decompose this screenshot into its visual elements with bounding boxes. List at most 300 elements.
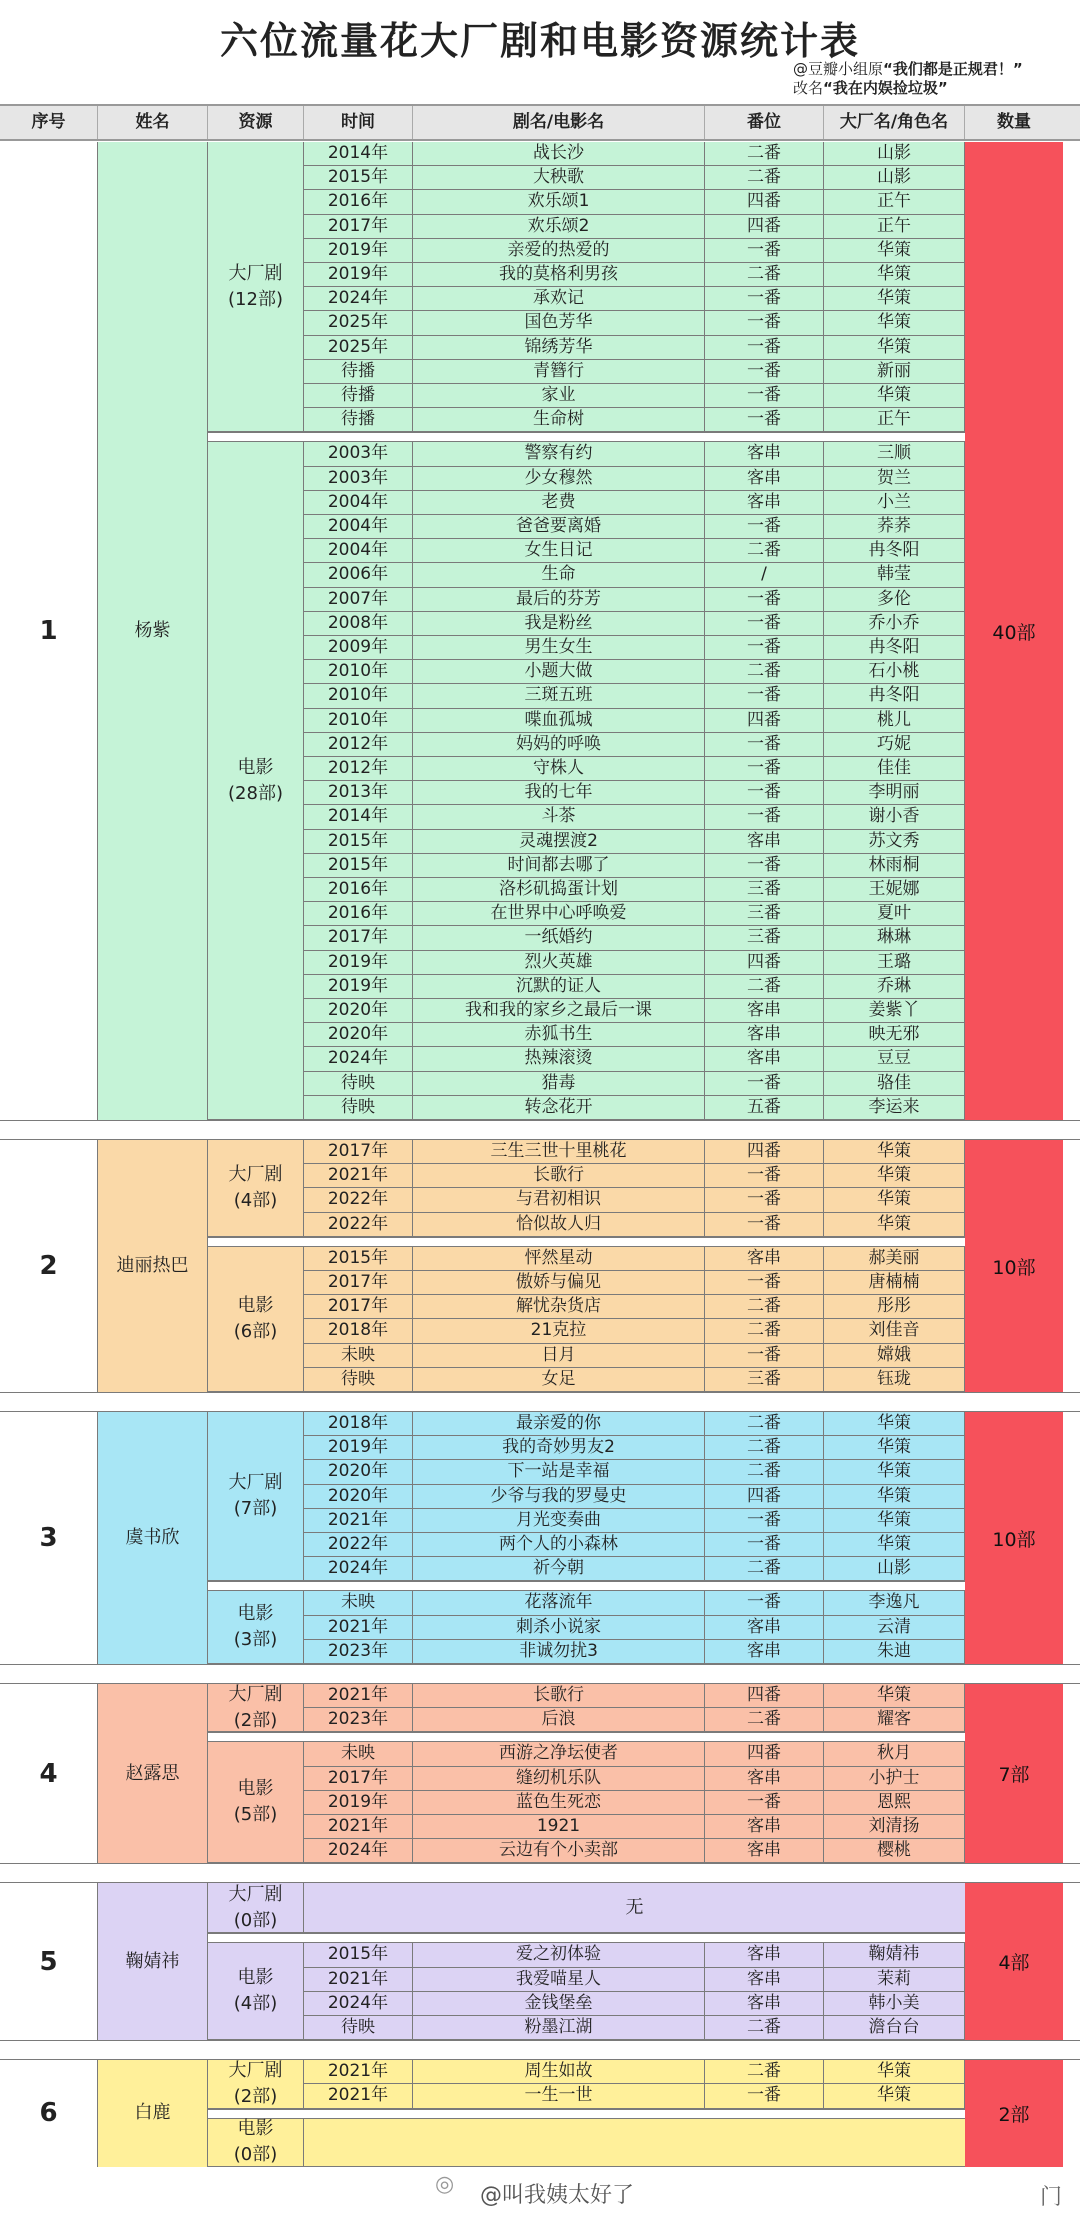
resource-type: 大厂剧 <box>228 1472 283 1494</box>
resource-count: (6部) <box>233 1320 278 1342</box>
row-billing: 一番 <box>705 1271 824 1295</box>
row-time: 2019年 <box>304 951 413 975</box>
row-time: 2016年 <box>304 190 413 214</box>
resource-type: 电影 <box>237 756 274 778</box>
row-company: 澹台台 <box>824 2016 965 2040</box>
row-company: 王妮娜 <box>824 878 965 902</box>
row-title: 女生日记 <box>413 539 705 563</box>
row-company: 李逸凡 <box>824 1591 965 1615</box>
row-billing: 三番 <box>705 902 824 926</box>
row-company: 苏文秀 <box>824 830 965 854</box>
row-billing: 一番 <box>705 336 824 360</box>
actor-count: 40部 <box>965 142 1063 1120</box>
row-title: 爱之初体验 <box>413 1943 705 1967</box>
row-title: 战长沙 <box>413 142 705 166</box>
row-company: 秋月 <box>824 1742 965 1766</box>
row-company: 彤彤 <box>824 1295 965 1319</box>
row-time: 2019年 <box>304 975 413 999</box>
row-company: 耀客 <box>824 1708 965 1732</box>
row-billing: 四番 <box>705 1684 824 1708</box>
row-title: 傲娇与偏见 <box>413 1271 705 1295</box>
row-company: 石小桃 <box>824 660 965 684</box>
row-time: 2021年 <box>304 1968 413 1992</box>
row-company: 郝美丽 <box>824 1247 965 1271</box>
resource-group-label <box>208 1412 304 1581</box>
row-title: 蓝色生死恋 <box>413 1791 705 1815</box>
row-time: 2003年 <box>304 442 413 466</box>
row-billing: 二番 <box>705 1436 824 1460</box>
row-time: 2019年 <box>304 1791 413 1815</box>
row-title: 与君初相识 <box>413 1188 705 1212</box>
row-time: 2017年 <box>304 1140 413 1164</box>
row-title: 金钱堡垒 <box>413 1992 705 2016</box>
resource-type: 大厂剧 <box>228 2059 283 2081</box>
row-title: 一纸婚约 <box>413 926 705 950</box>
row-time: 2017年 <box>304 1295 413 1319</box>
row-title: 解忧杂货店 <box>413 1295 705 1319</box>
row-billing: 客串 <box>705 830 824 854</box>
row-time: 2017年 <box>304 926 413 950</box>
actor-name: 虞书欣 <box>98 1412 208 1664</box>
actor-seq: 5 <box>0 1883 98 2040</box>
row-time: 2020年 <box>304 1460 413 1484</box>
actor-name: 杨紫 <box>98 142 208 1120</box>
row-company: 多伦 <box>824 588 965 612</box>
group-separator <box>208 432 965 442</box>
row-time: 2021年 <box>304 1616 413 1640</box>
row-time: 2006年 <box>304 563 413 587</box>
row-billing: 客串 <box>705 442 824 466</box>
row-title: 祈今朝 <box>413 1557 705 1581</box>
row-billing: 一番 <box>705 1591 824 1615</box>
row-time: 2007年 <box>304 588 413 612</box>
row-billing: 一番 <box>705 805 824 829</box>
row-company: 华策 <box>824 1436 965 1460</box>
credit-name-1: “我们都是正规君！” <box>883 60 1023 78</box>
weibo-logo-icon: ◎ <box>435 2172 455 2197</box>
actor-name: 迪丽热巴 <box>98 1140 208 1392</box>
row-title: 我是粉丝 <box>413 612 705 636</box>
row-title: 猎毒 <box>413 1072 705 1096</box>
col-header-title: 剧名/电影名 <box>413 106 705 139</box>
row-title: 粉墨江湖 <box>413 2016 705 2040</box>
row-company: 正午 <box>824 215 965 239</box>
row-billing: 客串 <box>705 1640 824 1664</box>
row-billing: 三番 <box>705 926 824 950</box>
row-company: 姜紫丫 <box>824 999 965 1023</box>
resource-count: (3部) <box>233 1629 278 1651</box>
resource-count: (28部) <box>228 782 283 804</box>
row-company: 刘佳音 <box>824 1319 965 1343</box>
resource-group-label <box>208 2060 304 2108</box>
row-company: 贺兰 <box>824 467 965 491</box>
row-billing: 二番 <box>705 1557 824 1581</box>
row-title: 后浪 <box>413 1708 705 1732</box>
row-billing: 二番 <box>705 166 824 190</box>
row-company: 巧妮 <box>824 733 965 757</box>
row-title: 小题大做 <box>413 660 705 684</box>
row-company: 豆豆 <box>824 1047 965 1071</box>
row-time: 待播 <box>304 360 413 384</box>
row-title: 我爱喵星人 <box>413 1968 705 1992</box>
row-time: 2021年 <box>304 1509 413 1533</box>
credit-name-2: “我在内娱捡垃圾” <box>823 79 948 97</box>
row-billing: 一番 <box>705 239 824 263</box>
col-header-company: 大厂名/角色名 <box>824 106 965 139</box>
row-company: 钰珑 <box>824 1368 965 1392</box>
row-company: 华策 <box>824 1213 965 1237</box>
resource-group-label <box>208 1684 304 1732</box>
row-time: 2021年 <box>304 2084 413 2108</box>
row-billing: 客串 <box>705 1247 824 1271</box>
row-title: 欢乐颂2 <box>413 215 705 239</box>
row-company: 韩小美 <box>824 1992 965 2016</box>
row-company: 唐楠楠 <box>824 1271 965 1295</box>
row-title: 我的七年 <box>413 781 705 805</box>
row-company: 鞠婧祎 <box>824 1943 965 1967</box>
row-time: 2025年 <box>304 336 413 360</box>
row-billing: 四番 <box>705 1485 824 1509</box>
row-time: 2024年 <box>304 1047 413 1071</box>
row-time: 2019年 <box>304 1436 413 1460</box>
resource-type: 大厂剧 <box>228 1883 283 1905</box>
row-company: 正午 <box>824 190 965 214</box>
row-company: 华策 <box>824 1684 965 1708</box>
row-billing: 一番 <box>705 360 824 384</box>
row-time: 2010年 <box>304 709 413 733</box>
row-title: 下一站是幸福 <box>413 1460 705 1484</box>
row-title: 最后的芬芳 <box>413 588 705 612</box>
row-title: 在世界中心呼唤爱 <box>413 902 705 926</box>
row-time: 2024年 <box>304 1839 413 1863</box>
row-billing: 四番 <box>705 1742 824 1766</box>
actor-seq: 1 <box>0 142 98 1120</box>
row-billing: 一番 <box>705 2084 824 2108</box>
row-company: 朱迪 <box>824 1640 965 1664</box>
row-billing: 客串 <box>705 1767 824 1791</box>
row-title: 喋血孤城 <box>413 709 705 733</box>
row-title: 花落流年 <box>413 1591 705 1615</box>
actor-count: 4部 <box>965 1883 1063 2040</box>
credit-prefix-2: 改名 <box>793 79 824 97</box>
row-title: 亲爱的热爱的 <box>413 239 705 263</box>
row-title: 我的奇妙男友2 <box>413 1436 705 1460</box>
row-title: 烈火英雄 <box>413 951 705 975</box>
row-time: 2023年 <box>304 1640 413 1664</box>
row-title: 妈妈的呼唤 <box>413 733 705 757</box>
resource-group-label <box>208 1247 304 1392</box>
row-company: 韩莹 <box>824 563 965 587</box>
row-company: 乔小乔 <box>824 612 965 636</box>
actor-separator <box>0 2040 1080 2060</box>
row-billing: 二番 <box>705 1412 824 1436</box>
row-billing: 一番 <box>705 781 824 805</box>
resource-type: 电影 <box>237 1603 274 1625</box>
row-time: 2015年 <box>304 1247 413 1271</box>
row-billing: 客串 <box>705 1943 824 1967</box>
resource-count: (7部) <box>233 1498 278 1520</box>
row-billing: 客串 <box>705 1023 824 1047</box>
row-title: 缝纫机乐队 <box>413 1767 705 1791</box>
row-title: 长歌行 <box>413 1684 705 1708</box>
row-time: 2009年 <box>304 636 413 660</box>
row-time: 未映 <box>304 1591 413 1615</box>
row-time: 待映 <box>304 1072 413 1096</box>
actor-name: 鞠婧祎 <box>98 1883 208 2040</box>
row-billing: 客串 <box>705 491 824 515</box>
row-company: 林雨桐 <box>824 854 965 878</box>
group-separator <box>208 1237 965 1247</box>
row-billing: 客串 <box>705 1968 824 1992</box>
group-separator <box>208 2109 965 2119</box>
col-header-seq: 序号 <box>0 106 98 139</box>
row-title: 恰似故人归 <box>413 1213 705 1237</box>
row-time: 待播 <box>304 384 413 408</box>
row-company: 小护士 <box>824 1767 965 1791</box>
resource-type: 大厂剧 <box>228 1683 283 1705</box>
row-billing: 一番 <box>705 636 824 660</box>
row-time: 2013年 <box>304 781 413 805</box>
col-header-resource: 资源 <box>208 106 304 139</box>
row-title: 长歌行 <box>413 1164 705 1188</box>
actor-count: 2部 <box>965 2060 1063 2166</box>
row-billing: 四番 <box>705 1140 824 1164</box>
row-company: 桃儿 <box>824 709 965 733</box>
row-billing: 一番 <box>705 1509 824 1533</box>
group-separator <box>208 1732 965 1742</box>
row-company: 山影 <box>824 166 965 190</box>
row-title: 最亲爱的你 <box>413 1412 705 1436</box>
row-time: 2024年 <box>304 287 413 311</box>
resource-group-label <box>208 1943 304 2040</box>
row-time: 2014年 <box>304 805 413 829</box>
actor-separator <box>0 1664 1080 1684</box>
row-time: 2015年 <box>304 854 413 878</box>
row-time: 2018年 <box>304 1319 413 1343</box>
row-time: 2015年 <box>304 830 413 854</box>
row-title: 1921 <box>413 1815 705 1839</box>
row-title: 热辣滚烫 <box>413 1047 705 1071</box>
row-company: 华策 <box>824 311 965 335</box>
row-billing: 一番 <box>705 1072 824 1096</box>
resource-count: (4部) <box>233 1189 278 1211</box>
actor-count: 10部 <box>965 1140 1063 1392</box>
row-time: 待播 <box>304 408 413 432</box>
row-time: 2016年 <box>304 902 413 926</box>
row-time: 2020年 <box>304 1485 413 1509</box>
row-billing: 一番 <box>705 1213 824 1237</box>
resource-group-label <box>208 1742 304 1863</box>
row-company: 华策 <box>824 1485 965 1509</box>
row-company: 冉冬阳 <box>824 539 965 563</box>
row-title: 21克拉 <box>413 1319 705 1343</box>
resource-group-label <box>208 1140 304 1237</box>
row-billing: 客串 <box>705 1815 824 1839</box>
row-company: 三顺 <box>824 442 965 466</box>
row-billing: 三番 <box>705 1368 824 1392</box>
row-title: 日月 <box>413 1344 705 1368</box>
row-company: 华策 <box>824 1412 965 1436</box>
empty-group <box>304 2119 965 2167</box>
row-company: 华策 <box>824 1140 965 1164</box>
row-title: 非诚勿扰3 <box>413 1640 705 1664</box>
row-company: 樱桃 <box>824 1839 965 1863</box>
row-company: 云清 <box>824 1616 965 1640</box>
col-header-time: 时间 <box>304 106 413 139</box>
resource-type: 大厂剧 <box>228 1163 283 1185</box>
row-company: 华策 <box>824 2060 965 2084</box>
row-company: 王璐 <box>824 951 965 975</box>
row-company: 华策 <box>824 1509 965 1533</box>
row-title: 男生女生 <box>413 636 705 660</box>
row-time: 2025年 <box>304 311 413 335</box>
row-time: 2012年 <box>304 757 413 781</box>
row-time: 2014年 <box>304 142 413 166</box>
row-title: 时间都去哪了 <box>413 854 705 878</box>
row-company: 华策 <box>824 1460 965 1484</box>
row-company: 华策 <box>824 263 965 287</box>
resource-type: 电影 <box>237 1778 274 1800</box>
row-time: 待映 <box>304 1368 413 1392</box>
row-company: 华策 <box>824 1188 965 1212</box>
group-separator <box>208 1933 965 1943</box>
row-time: 2024年 <box>304 1557 413 1581</box>
row-title: 少女穆然 <box>413 467 705 491</box>
row-time: 2004年 <box>304 515 413 539</box>
row-billing: 一番 <box>705 311 824 335</box>
row-title: 三生三世十里桃花 <box>413 1140 705 1164</box>
row-time: 2023年 <box>304 1708 413 1732</box>
actor-separator <box>0 1392 1080 1412</box>
row-billing: 二番 <box>705 1319 824 1343</box>
row-company: 华策 <box>824 2084 965 2108</box>
row-time: 未映 <box>304 1742 413 1766</box>
resource-type: 电影 <box>237 2118 274 2140</box>
row-title: 老费 <box>413 491 705 515</box>
actor-seq: 4 <box>0 1684 98 1863</box>
row-time: 2008年 <box>304 612 413 636</box>
resource-type: 电影 <box>237 1967 274 1989</box>
row-company: 华策 <box>824 239 965 263</box>
row-company: 华策 <box>824 336 965 360</box>
group-separator <box>208 1581 965 1591</box>
row-title: 赤狐书生 <box>413 1023 705 1047</box>
row-billing: 一番 <box>705 684 824 708</box>
row-time: 2003年 <box>304 467 413 491</box>
row-time: 2020年 <box>304 999 413 1023</box>
row-time: 2012年 <box>304 733 413 757</box>
row-title: 月光变奏曲 <box>413 1509 705 1533</box>
resource-group-label <box>208 142 304 432</box>
row-billing: 二番 <box>705 2016 824 2040</box>
row-billing: 一番 <box>705 757 824 781</box>
row-title: 爸爸要离婚 <box>413 515 705 539</box>
actor-count: 7部 <box>965 1684 1063 1863</box>
row-billing: 二番 <box>705 2060 824 2084</box>
row-company: 华策 <box>824 384 965 408</box>
row-billing: 二番 <box>705 1295 824 1319</box>
row-title: 守株人 <box>413 757 705 781</box>
row-billing: / <box>705 563 824 587</box>
row-title: 云边有个小卖部 <box>413 1839 705 1863</box>
resource-group-label <box>208 1591 304 1664</box>
resource-count: (2部) <box>233 1709 278 1731</box>
row-time: 2017年 <box>304 1767 413 1791</box>
row-title: 家业 <box>413 384 705 408</box>
row-title: 刺杀小说家 <box>413 1616 705 1640</box>
row-time: 待映 <box>304 1096 413 1120</box>
row-title: 一生一世 <box>413 2084 705 2108</box>
row-billing: 二番 <box>705 1708 824 1732</box>
row-billing: 四番 <box>705 215 824 239</box>
row-company: 正午 <box>824 408 965 432</box>
row-company: 嫦娥 <box>824 1344 965 1368</box>
row-billing: 三番 <box>705 878 824 902</box>
row-billing: 二番 <box>705 142 824 166</box>
page-title: 六位流量花大厂剧和电影资源统计表 <box>219 19 860 63</box>
row-time: 2022年 <box>304 1533 413 1557</box>
row-title: 生命 <box>413 563 705 587</box>
row-title: 三斑五班 <box>413 684 705 708</box>
row-title: 锦绣芳华 <box>413 336 705 360</box>
resource-type: 电影 <box>237 1294 274 1316</box>
row-title: 少爷与我的罗曼史 <box>413 1485 705 1509</box>
row-billing: 二番 <box>705 660 824 684</box>
empty-group: 无 <box>304 1883 965 1933</box>
row-title: 斗茶 <box>413 805 705 829</box>
row-time: 2019年 <box>304 263 413 287</box>
row-company: 华策 <box>824 287 965 311</box>
row-billing: 二番 <box>705 975 824 999</box>
row-billing: 一番 <box>705 515 824 539</box>
resource-group-label <box>208 1883 304 1933</box>
row-time: 未映 <box>304 1344 413 1368</box>
row-title: 洛杉矶捣蛋计划 <box>413 878 705 902</box>
row-billing: 二番 <box>705 263 824 287</box>
row-time: 2020年 <box>304 1023 413 1047</box>
row-billing: 一番 <box>705 612 824 636</box>
row-company: 恩熙 <box>824 1791 965 1815</box>
row-time: 2017年 <box>304 1271 413 1295</box>
row-billing: 客串 <box>705 1616 824 1640</box>
row-time: 2004年 <box>304 491 413 515</box>
row-time: 2010年 <box>304 660 413 684</box>
actor-seq: 6 <box>0 2060 98 2166</box>
row-company: 冉冬阳 <box>824 636 965 660</box>
row-billing: 客串 <box>705 1839 824 1863</box>
row-billing: 一番 <box>705 1791 824 1815</box>
row-billing: 一番 <box>705 1188 824 1212</box>
row-title: 周生如故 <box>413 2060 705 2084</box>
watermark-right: 门 <box>1040 2185 1063 2210</box>
actor-name: 白鹿 <box>98 2060 208 2166</box>
row-billing: 一番 <box>705 408 824 432</box>
col-header-name: 姓名 <box>98 106 208 139</box>
row-company: 刘清扬 <box>824 1815 965 1839</box>
row-billing: 一番 <box>705 1533 824 1557</box>
row-company: 李明丽 <box>824 781 965 805</box>
row-time: 2019年 <box>304 239 413 263</box>
row-billing: 一番 <box>705 287 824 311</box>
row-company: 冉冬阳 <box>824 684 965 708</box>
actor-count: 10部 <box>965 1412 1063 1664</box>
resource-group-label <box>208 2119 304 2167</box>
row-title: 女足 <box>413 1368 705 1392</box>
row-billing: 五番 <box>705 1096 824 1120</box>
row-company: 琳琳 <box>824 926 965 950</box>
row-time: 2016年 <box>304 878 413 902</box>
resource-group-label <box>208 442 304 1120</box>
